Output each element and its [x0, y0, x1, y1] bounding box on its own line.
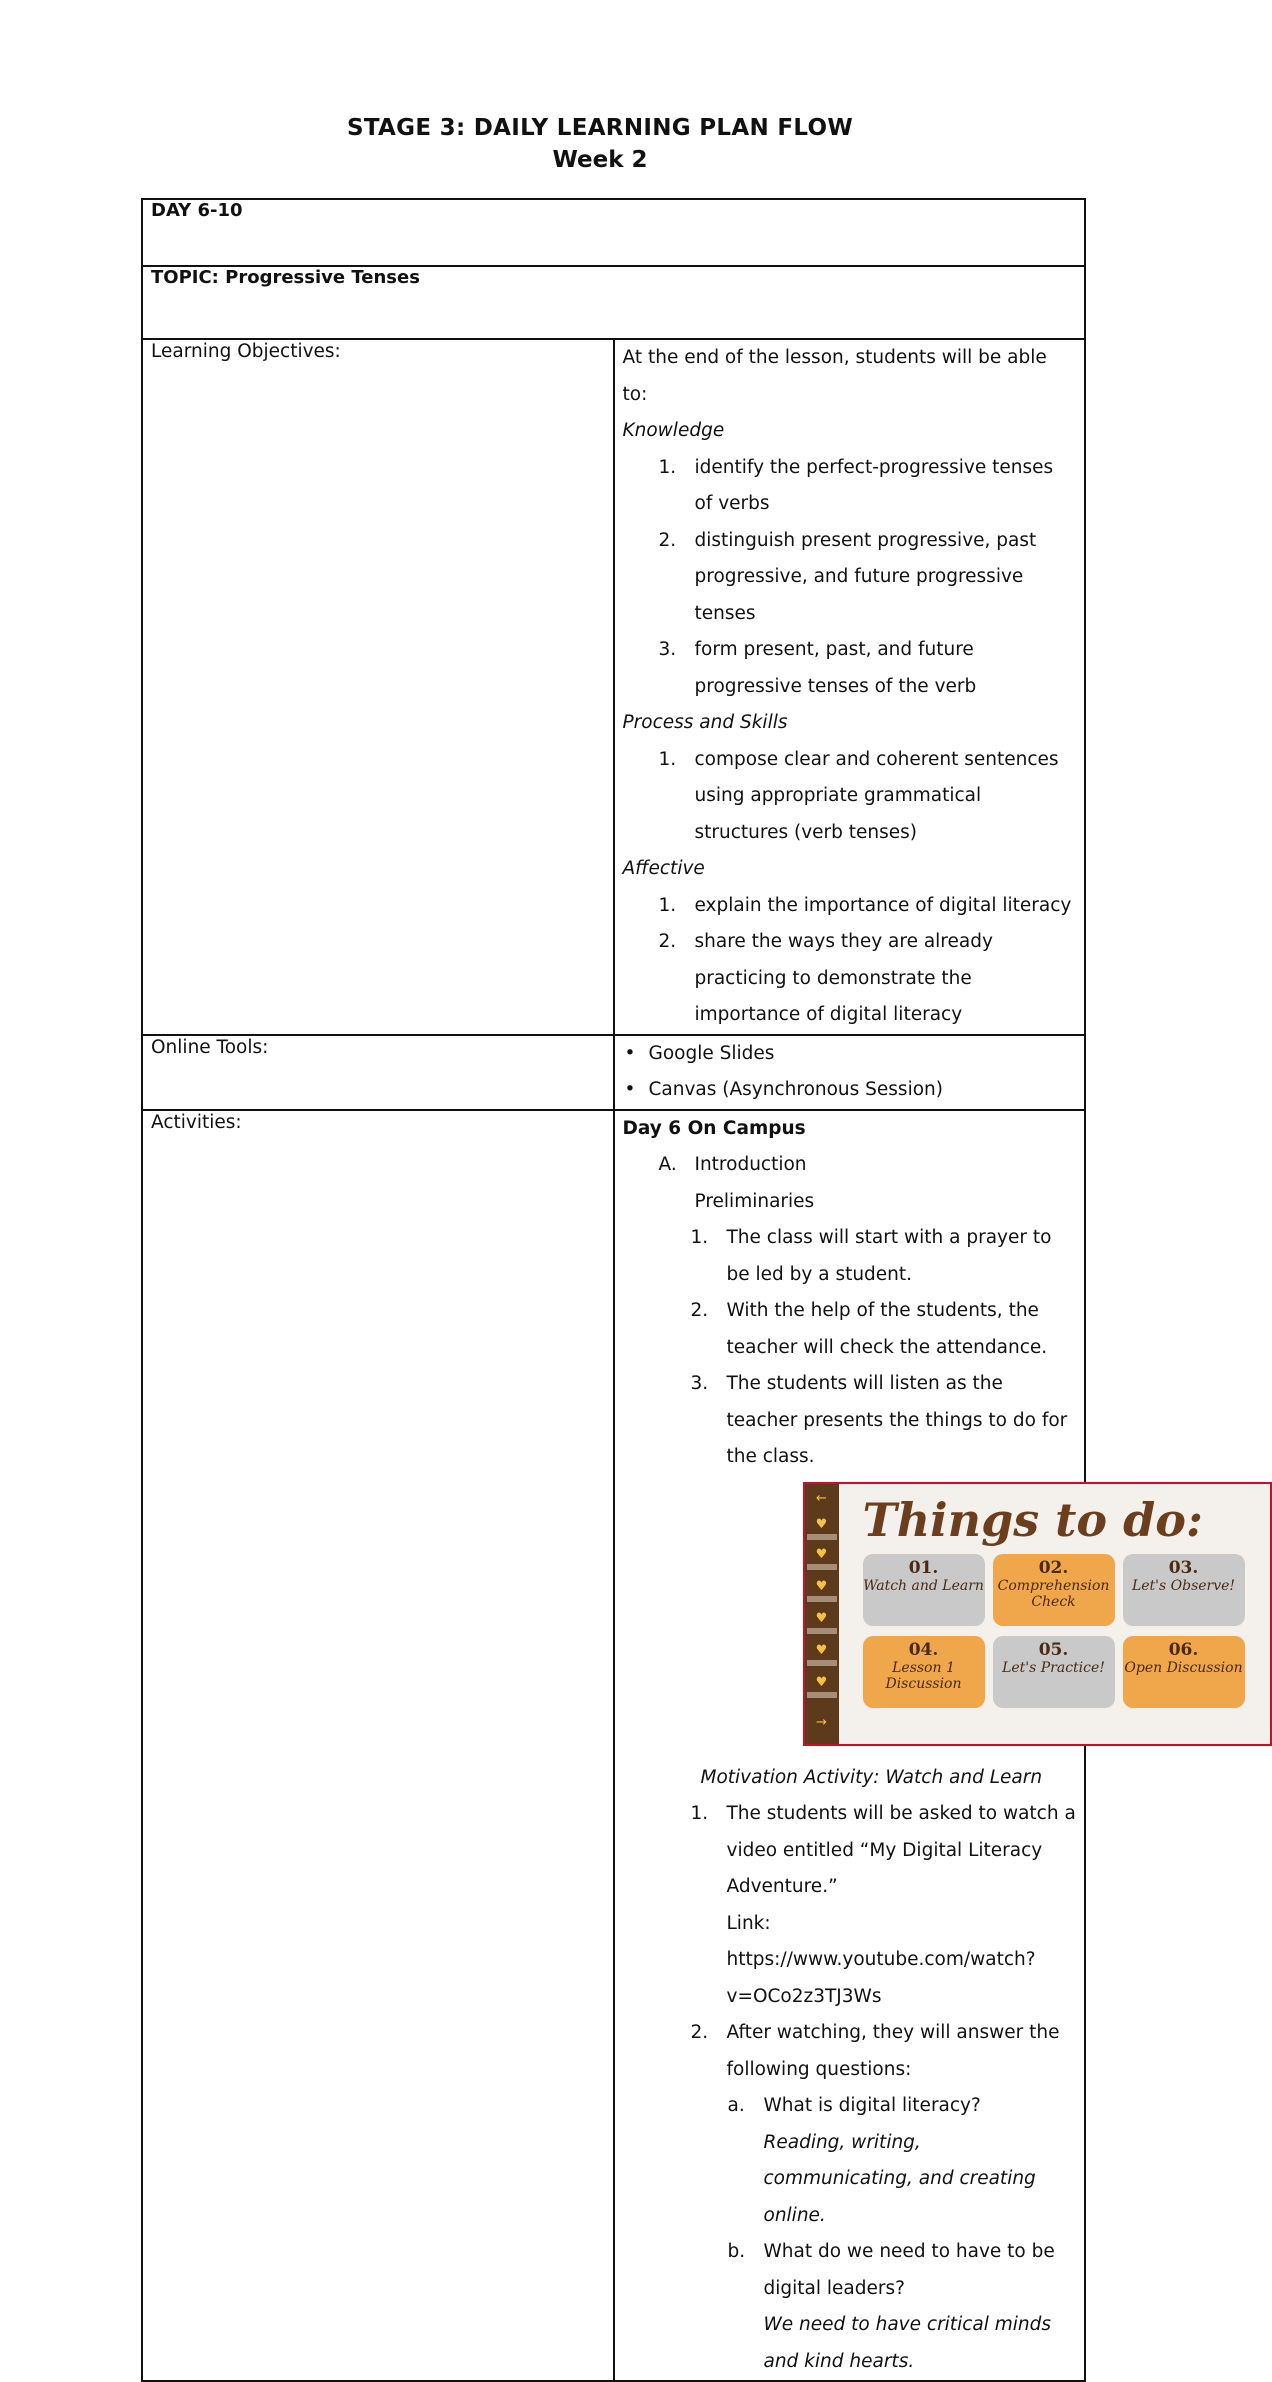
page-title: STAGE 3: DAILY LEARNING PLAN FLOW	[346, 115, 854, 141]
heart-icon: ♥	[815, 1546, 828, 1562]
card-lets-observe: 03. Let's Observe!	[1123, 1554, 1245, 1626]
motivation-heading: Motivation Activity: Watch and Learn	[700, 1766, 1043, 1788]
figure-container	[623, 1476, 1243, 1760]
process-heading: Process and Skills	[622, 712, 788, 733]
heart-icon: ♥	[815, 1516, 828, 1532]
preliminaries-heading: Preliminaries	[694, 1190, 815, 1212]
topic-cell: TOPIC: Progressive Tenses	[142, 266, 1085, 339]
tools-row	[142, 1035, 1085, 1110]
activities-row	[142, 1110, 1085, 2382]
heart-icon: ♥	[815, 1642, 828, 1658]
figure-title: Things to do:	[862, 1492, 1203, 1547]
learning-plan-table	[141, 198, 1243, 2382]
tools-label: Online Tools:	[142, 1035, 614, 1110]
list-item: 2. With the help of the students, the teacher will check the attendance.	[690, 1300, 1048, 1358]
arrow-right-icon: →	[816, 1714, 827, 1730]
activities-content	[614, 1110, 1243, 2382]
page-subtitle: Week 2	[552, 147, 648, 173]
figure-sidebar	[805, 1484, 839, 1744]
question-item: a. What is digital literacy?	[727, 2095, 981, 2116]
list-item: • Google Slides	[623, 1036, 1077, 1073]
heart-icon: ♥	[815, 1578, 828, 1594]
tools-content	[614, 1035, 1086, 1110]
card-watch-and-learn: 01. Watch and Learn	[863, 1554, 985, 1626]
heart-icon: ♥	[815, 1674, 828, 1690]
answer-text: We need to have critical minds and kind hearts.	[763, 2314, 1051, 2372]
day-heading: Day 6 On Campus	[622, 1117, 806, 1139]
day-cell: DAY 6-10	[142, 199, 1085, 266]
list-item: 1. The students will be asked to watch a video entitled “My Digital Literacy Adventure.”	[690, 1803, 1076, 1897]
card-comprehension-check: 02. Comprehension Check	[993, 1554, 1115, 1626]
knowledge-heading: Knowledge	[622, 420, 725, 441]
activities-label: Activities:	[142, 1110, 614, 2382]
card-lesson-1-discussion: 04. Lesson 1 Discussion	[863, 1636, 985, 1708]
list-item: 1. explain the importance of digital literacy	[658, 894, 1072, 916]
objectives-content	[614, 339, 1086, 1035]
list-item: 1. identify the perfect-progressive tenses of verbs	[658, 456, 1054, 514]
affective-heading: Affective	[622, 858, 705, 879]
things-to-do-figure	[803, 1482, 1272, 1746]
answer-text: Reading, writing, communicating, and creating online.	[763, 2131, 1036, 2226]
card-open-discussion: 06. Open Discussion	[1123, 1636, 1245, 1708]
list-item: 2. share the ways they are already practicing to demonstrate the importance of digital literacy	[658, 931, 993, 1025]
video-link[interactable]: Link: https://www.youtube.com/watch?v=OCo2z3TJ3Ws	[726, 1912, 1036, 2007]
list-item: 2. distinguish present progressive, past progressive, and future progressive tenses	[658, 529, 1037, 624]
objectives-label: Learning Objectives:	[142, 339, 614, 1035]
card-lets-practice: 05. Let's Practice!	[993, 1636, 1115, 1708]
objectives-intro: At the end of the lesson, students will be able to:	[622, 347, 1047, 405]
section-a: A. Introduction	[658, 1154, 807, 1175]
list-item: 1. The class will start with a prayer to be led by a student.	[690, 1227, 1052, 1285]
page-header	[0, 112, 1200, 176]
arrow-left-icon: ←	[816, 1490, 827, 1506]
bullet-icon: •	[624, 1042, 636, 1064]
topic-row	[142, 266, 1085, 339]
objectives-row	[142, 339, 1085, 1035]
list-item: 3. The students will listen as the teacher presents the things to do for the class.	[690, 1373, 1068, 1467]
question-item: b. What do we need to have to be digital leaders?	[727, 2241, 1055, 2299]
list-item: • Canvas (Asynchronous Session)	[623, 1072, 1077, 1109]
heart-icon: ♥	[815, 1610, 828, 1626]
list-item: 3. form present, past, and future progressive tenses of the verb	[658, 639, 977, 697]
list-item: 2. After watching, they will answer the following questions:	[690, 2022, 1060, 2080]
bullet-icon: •	[624, 1079, 636, 1100]
list-item: 1. compose clear and coherent sentences using appropriate grammatical structures (verb tenses)	[658, 748, 1059, 843]
day-row	[142, 199, 1085, 266]
